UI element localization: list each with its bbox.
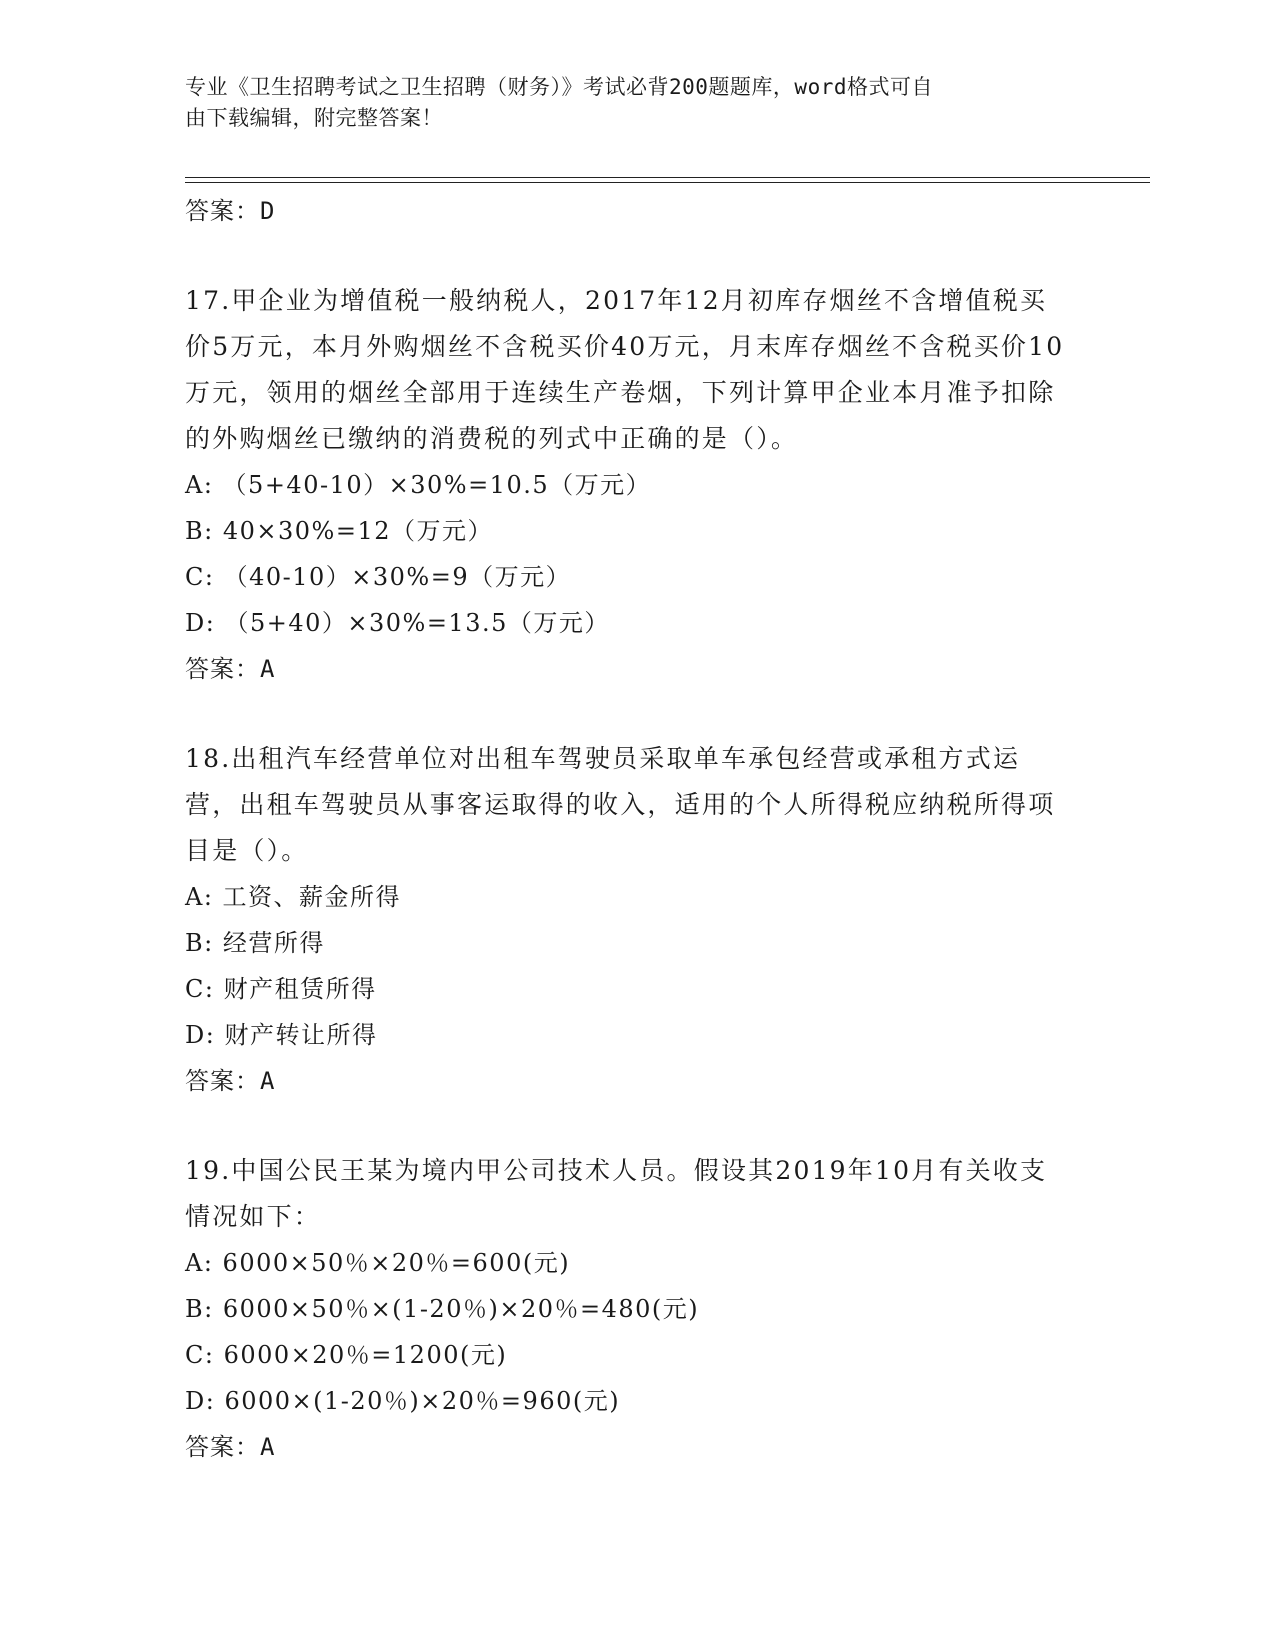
option-c: C: （40-10）×30%=9（万元）: [185, 563, 572, 591]
option-a: A: 工资、薪金所得: [185, 883, 402, 911]
option-b: B: 40×30%=12（万元）: [185, 517, 493, 545]
header-line-1: 专业《卫生招聘考试之卫生招聘（财务）》考试必背200题题库，word格式可自: [185, 75, 933, 99]
option-d: D: 6000×(1-20％)×20％=960(元): [185, 1387, 621, 1415]
option-c: C: 6000×20％=1200(元): [185, 1341, 508, 1369]
question-stem: 17.甲企业为增值税一般纳税人，2017年12月初库存烟丝不含增值税买价5万元，本月外购烟丝不含税买价40万元，月末库存烟丝不含税买价10万元，领用的烟丝全部用于连续生产卷烟，下列计算甲企业本月准予扣除的外购烟丝已缴纳的消费税的列式中正确的是（）。: [185, 286, 1065, 453]
question-stem: 18.出租汽车经营单位对出租车驾驶员采取单车承包经营或承租方式运营，出租车驾驶员从事客运取得的收入，适用的个人所得税应纳税所得项目是（）。: [185, 744, 1056, 865]
page-content: [185, 188, 1065, 1470]
option-a: A: 6000×50％×20％=600(元): [185, 1249, 571, 1277]
option-c: C: 财产租赁所得: [185, 975, 377, 1003]
header-divider-top: [185, 177, 1150, 178]
question-stem: 19.中国公民王某为境内甲公司技术人员。假设其2019年10月有关收支情况如下：: [185, 1156, 1048, 1231]
answer-line: 答案：A: [185, 655, 276, 683]
option-b: B: 6000×50％×(1-20％)×20％=480(元): [185, 1295, 700, 1323]
question-17: [185, 278, 1065, 692]
header-divider-bottom: [185, 182, 1150, 183]
previous-answer: 答案：D: [185, 197, 276, 225]
option-a: A: （5+40-10）×30%=10.5（万元）: [185, 471, 652, 499]
document-header: [185, 72, 1065, 134]
question-19: [185, 1148, 1065, 1470]
header-line-2: 由下载编辑，附完整答案！: [185, 106, 443, 130]
answer-line: 答案：A: [185, 1067, 276, 1095]
option-d: D: 财产转让所得: [185, 1021, 378, 1049]
option-d: D: （5+40）×30%=13.5（万元）: [185, 609, 610, 637]
answer-line: 答案：A: [185, 1433, 276, 1461]
option-b: B: 经营所得: [185, 929, 325, 957]
question-18: [185, 736, 1065, 1104]
